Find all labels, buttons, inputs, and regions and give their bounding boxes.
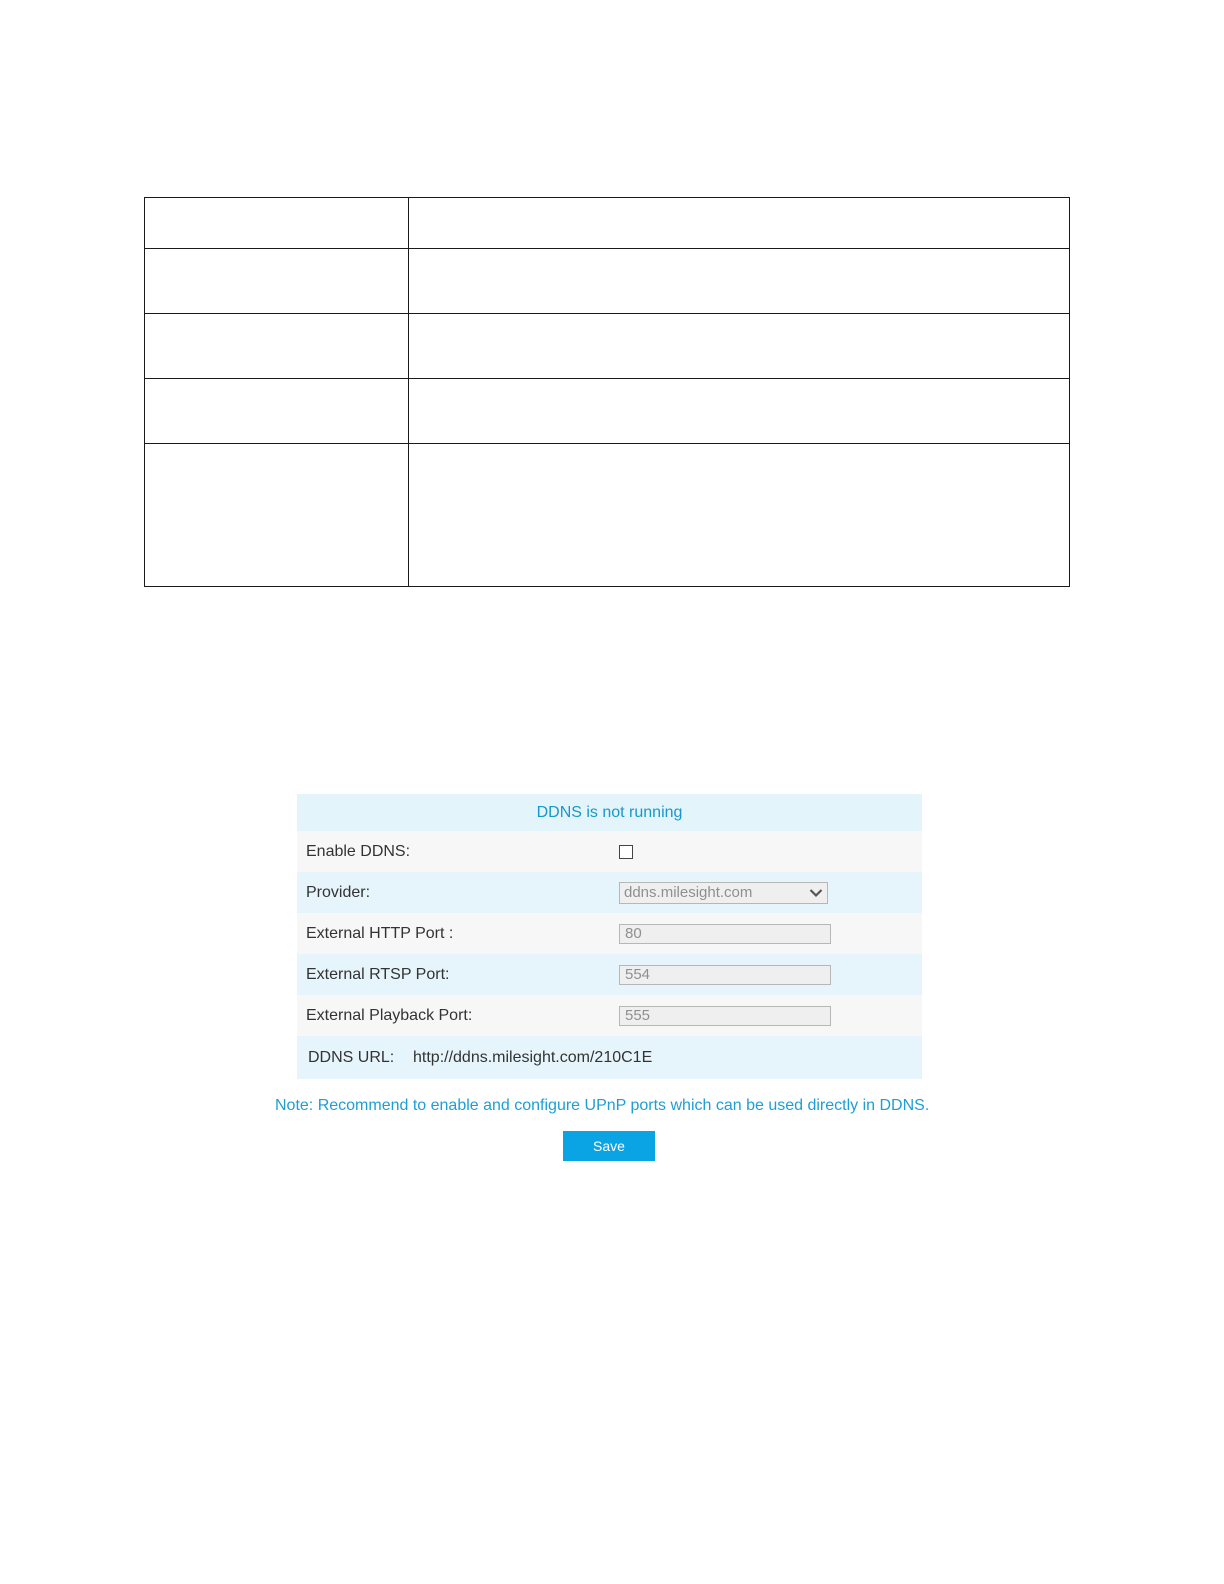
table-row xyxy=(145,249,1070,314)
http-port-input[interactable]: 80 xyxy=(619,924,831,944)
table-cell xyxy=(409,198,1070,249)
table-cell xyxy=(409,379,1070,444)
ddns-url-value: http://ddns.milesight.com/210C1E xyxy=(413,1048,653,1066)
playback-port-row xyxy=(297,995,922,1036)
ddns-url-row xyxy=(297,1036,922,1079)
enable-ddns-row xyxy=(297,831,922,872)
http-port-row xyxy=(297,913,922,954)
table-cell xyxy=(145,249,409,314)
table-row xyxy=(145,444,1070,587)
table-cell xyxy=(145,314,409,379)
table-row xyxy=(145,198,1070,249)
table-row xyxy=(145,314,1070,379)
table-cell xyxy=(145,198,409,249)
save-button[interactable]: Save xyxy=(563,1131,655,1161)
playback-port-input[interactable]: 555 xyxy=(619,1006,831,1026)
rtsp-port-row xyxy=(297,954,922,995)
document-table xyxy=(144,197,1070,587)
table-cell xyxy=(145,379,409,444)
table-cell xyxy=(409,249,1070,314)
http-port-label: External HTTP Port : xyxy=(306,924,454,942)
provider-label: Provider: xyxy=(306,883,371,901)
provider-select[interactable] xyxy=(619,882,828,904)
upnp-note: Note: Recommend to enable and configure UPnP ports which can be used directly in DDNS. xyxy=(275,1097,930,1114)
table-cell xyxy=(409,444,1070,587)
table-row xyxy=(145,379,1070,444)
rtsp-port-input[interactable]: 554 xyxy=(619,965,831,985)
table-cell xyxy=(409,314,1070,379)
chevron-down-icon xyxy=(807,884,825,902)
ddns-settings-panel xyxy=(297,794,922,1079)
provider-row xyxy=(297,872,922,913)
provider-value: ddns.milesight.com xyxy=(624,884,753,901)
enable-ddns-label: Enable DDNS: xyxy=(306,842,411,860)
table-cell xyxy=(145,444,409,587)
playback-port-label: External Playback Port: xyxy=(306,1006,473,1024)
ddns-status-text: DDNS is not running xyxy=(297,794,922,831)
rtsp-port-label: External RTSP Port: xyxy=(306,965,450,983)
ddns-url-label: DDNS URL: xyxy=(308,1048,395,1066)
enable-ddns-checkbox[interactable] xyxy=(619,845,633,859)
